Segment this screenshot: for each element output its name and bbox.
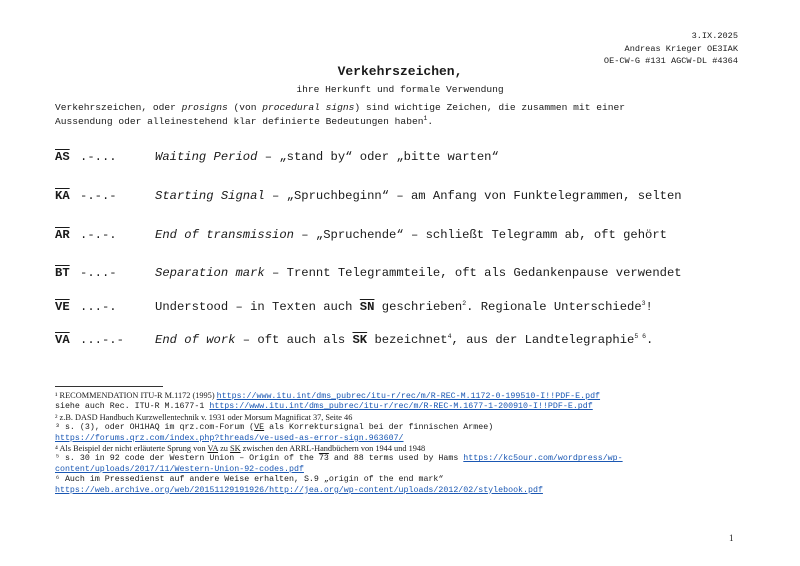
footnote-link[interactable]: https://kc5our.com/wordpress/wp- [463, 454, 623, 464]
footnote-6: ⁶ Auch im Pressedienst auf andere Weise erhalten, S.9 „origin of the end mark“ [55, 475, 444, 485]
footnote-link[interactable]: https://web.archive.org/web/20151129191926/http://jea.org/wp-content/uploads/2012/02/stylebook.pdf [55, 485, 543, 495]
sign-code: $\overline{AS}$ [55, 150, 70, 164]
sign-meaning: – oft auch als [235, 333, 353, 347]
page-number: 1 [729, 533, 734, 543]
footnote-ref: 5 6 [634, 332, 647, 340]
sign-code: $\overline{KA}$ [55, 189, 70, 203]
sign-name: Separation mark [155, 266, 265, 280]
intro-text-5: . [427, 116, 434, 127]
document-subtitle: ihre Herkunft und formale Verwendung [296, 84, 504, 95]
intro-text-2: (von [227, 102, 263, 113]
footnote-3-link [55, 434, 745, 444]
sign-code: $\overline{BT}$ [55, 266, 70, 280]
sign-description [155, 333, 653, 347]
footnote-1-cont: siehe auch Rec. ITU-R M.1677-1 https://www.itu.int/dms_pubrec/itu-r/rec/m/R-REC-M.1677-1-200910-I!!PDF-E.pdf [55, 402, 593, 412]
sign-morse: -.-.- [80, 189, 117, 203]
sign-description [155, 300, 653, 314]
header-author: Andreas Krieger OE3IAK [624, 43, 738, 54]
footnote-link[interactable]: https://forums.qrz.com/index.php?threads/ve-used-as-error-sign.963607/ [55, 433, 404, 443]
sign-alt-code: $\overline{SK}$ [352, 333, 368, 347]
document-title: Verkehrszeichen, [337, 64, 463, 79]
footnote-2: ² z.B. DASD Handbuch Kurzwellentechnik v. 1931 oder Morsum Magnificat 37, Seite 46 [55, 412, 353, 422]
footnote-ref: 3 [641, 299, 646, 307]
sign-meaning-2: bezeichnet [367, 333, 448, 347]
footnotes [55, 391, 745, 496]
sign-meaning: Understood – in Texten auch [155, 300, 360, 314]
footnote-separator [55, 386, 163, 387]
intro-footnote-ref: 1 [423, 114, 428, 122]
sign-description [155, 228, 667, 242]
sign-meaning: – „Spruchbeginn“ – am Anfang von Funktelegrammen, selten [264, 189, 682, 203]
footnote-ref: 2 [462, 299, 467, 307]
sign-meaning: – Trennt Telegrammteile, oft als Gedankenpause verwendet [264, 266, 682, 280]
footnote-1: ¹ RECOMMENDATION ITU-R M.1172 (1995) https://www.itu.int/dms_pubrec/itu-r/rec/m/R-REC-M.1172-0-199510-I!!PDF-E.pdf [55, 391, 601, 401]
sign-meaning-3: . Regionale Unterschiede [466, 300, 642, 314]
sign-meaning-4: . [646, 333, 654, 347]
sign-meaning-3: , aus der Landtelegraphie [451, 333, 635, 347]
footnote-ref: 4 [447, 332, 452, 340]
sign-morse: .-... [80, 150, 117, 164]
sign-name: Starting Signal [155, 189, 265, 203]
sign-morse: ...-. [80, 300, 117, 314]
sign-meaning-4: ! [645, 300, 653, 314]
sign-meaning: – „Spruchende“ – schließt Telegramm ab, oft gehört [293, 228, 667, 242]
footnote-5: ⁵ s. 30 in 92 code der Western Union – Origin of the 73 and 88 terms used by Hams https://kc5our.com/wordpress/wp- [55, 454, 623, 464]
footnote-4: ⁴ Als Beispiel der nicht erläuterte Sprung von VA zu SK zwischen den ARRL-Handbüchern von 1944 und 1948 [55, 444, 426, 454]
sign-code: $\overline{VA}$ [55, 333, 70, 347]
intro-text-3: ) sind wichtige Zeichen, die zusammen mit einer [354, 102, 625, 113]
intro-paragraph [55, 101, 755, 129]
header-memberships: OE-CW-G #131 AGCW-DL #4364 [603, 56, 738, 66]
header-date: 3.IX.2025 [691, 31, 738, 41]
intro-text-4: Aussendung oder alleinestehend klar definierte Bedeutungen haben [55, 116, 424, 127]
intro-prosigns: prosigns [181, 102, 228, 113]
footnote-link[interactable]: content/uploads/2017/11/Western-Union-92-codes.pdf [55, 464, 304, 474]
intro-procedural: procedural signs [262, 102, 355, 113]
sign-description [155, 189, 682, 203]
footnote-link[interactable]: https://www.itu.int/dms_pubrec/itu-r/rec/m/R-REC-M.1172-0-199510-I!!PDF-E.pdf [216, 392, 601, 401]
sign-morse: ...-.- [80, 333, 124, 347]
sign-name: Waiting Period [155, 150, 258, 164]
footnote-5-cont [55, 465, 745, 475]
footnote-6-link [55, 486, 745, 496]
sign-description [155, 150, 499, 164]
sign-meaning: – „stand by“ oder „bitte warten“ [257, 150, 499, 164]
footnote-3: ³ s. (3), oder OH1HAQ im qrz.com-Forum (VE als Korrektursignal bei der finnischen Armee) [55, 423, 494, 433]
sign-meaning-2: geschrieben [374, 300, 463, 314]
sign-morse: .-.-. [80, 228, 117, 242]
sign-description [155, 266, 682, 280]
intro-text-1: Verkehrszeichen, oder [55, 102, 182, 113]
sign-code: $\overline{AR}$ [55, 228, 70, 242]
sign-code: $\overline{VE}$ [55, 300, 70, 314]
sign-name: End of transmission [155, 228, 294, 242]
sign-alt-code: $\overline{SN}$ [359, 300, 375, 314]
document-header [604, 30, 738, 68]
footnote-link[interactable]: https://www.itu.int/dms_pubrec/itu-r/rec/m/R-REC-M.1677-1-200910-I!!PDF-E.pdf [209, 402, 593, 412]
sign-morse: -...- [80, 266, 117, 280]
sign-name: End of work [155, 333, 236, 347]
